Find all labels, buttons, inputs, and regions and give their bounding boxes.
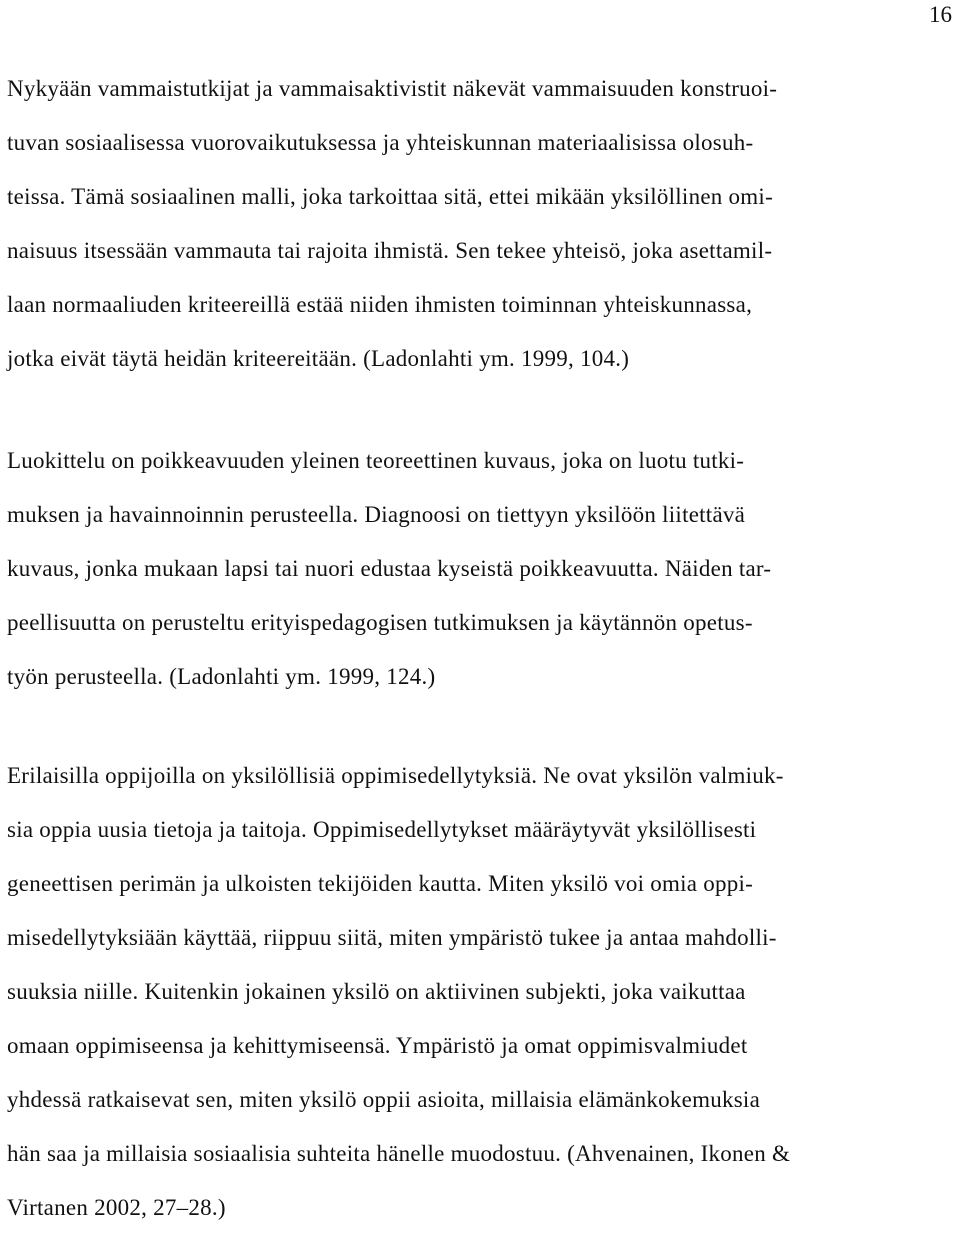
text-line: Nykyään vammaistutkijat ja vammaisaktivistit näkevät vammaisuuden konstruoi- xyxy=(7,76,778,101)
text-line: teissa. Tämä sosiaalinen malli, joka tarkoittaa sitä, ettei mikään yksilöllinen omi- xyxy=(7,184,773,209)
paragraph-classification-diagnosis xyxy=(7,434,955,704)
text-line: Luokittelu on poikkeavuuden yleinen teoreettinen kuvaus, joka on luotu tutki- xyxy=(7,448,745,473)
text-line: jotka eivät täytä heidän kriteereitään. (Ladonlahti ym. 1999, 104.) xyxy=(7,346,630,371)
text-line: peellisuutta on perusteltu erityispedagogisen tutkimuksen ja käytännön opetus- xyxy=(7,610,753,635)
text-line: yhdessä ratkaisevat sen, miten yksilö oppii asioita, millaisia elämänkokemuksia xyxy=(7,1087,761,1112)
text-line: tuvan sosiaalisessa vuorovaikutuksessa ja yhteiskunnan materiaalisissa olosuh- xyxy=(7,130,754,155)
text-line: sia oppia uusia tietoja ja taitoja. Oppimisedellytykset määräytyvät yksilöllisesti xyxy=(7,817,757,842)
paragraph-disability-social-model xyxy=(7,62,955,386)
text-line: laan normaaliuden kriteereillä estää niiden ihmisten toiminnan yhteiskunnassa, xyxy=(7,292,753,317)
text-line: Virtanen 2002, 27–28.) xyxy=(7,1195,226,1220)
text-line: geneettisen perimän ja ulkoisten tekijöiden kautta. Miten yksilö voi omia oppi- xyxy=(7,871,754,896)
text-line: misedellytyksiään käyttää, riippuu siitä, miten ympäristö tukee ja antaa mahdolli- xyxy=(7,925,777,950)
text-line: omaan oppimiseensa ja kehittymiseensä. Ympäristö ja omat oppimisvalmiudet xyxy=(7,1033,748,1058)
text-line: työn perusteella. (Ladonlahti ym. 1999, 124.) xyxy=(7,664,436,689)
text-line: naisuus itsessään vammauta tai rajoita ihmistä. Sen tekee yhteisö, joka asettamil- xyxy=(7,238,773,263)
text-line: Erilaisilla oppijoilla on yksilöllisiä oppimisedellytyksiä. Ne ovat yksilön valmiuk- xyxy=(7,763,784,788)
text-line: muksen ja havainnoinnin perusteella. Diagnoosi on tiettyyn yksilöön liitettävä xyxy=(7,502,746,527)
text-line: suuksia niille. Kuitenkin jokainen yksilö on aktiivinen subjekti, joka vaikuttaa xyxy=(7,979,746,1004)
page-number: 16 xyxy=(929,2,952,27)
paragraph-learning-prerequisites xyxy=(7,749,955,1235)
text-line: hän saa ja millaisia sosiaalisia suhteita hänelle muodostuu. (Ahvenainen, Ikonen & xyxy=(7,1141,791,1166)
text-line: kuvaus, jonka mukaan lapsi tai nuori edustaa kyseistä poikkeavuutta. Näiden tar- xyxy=(7,556,772,581)
